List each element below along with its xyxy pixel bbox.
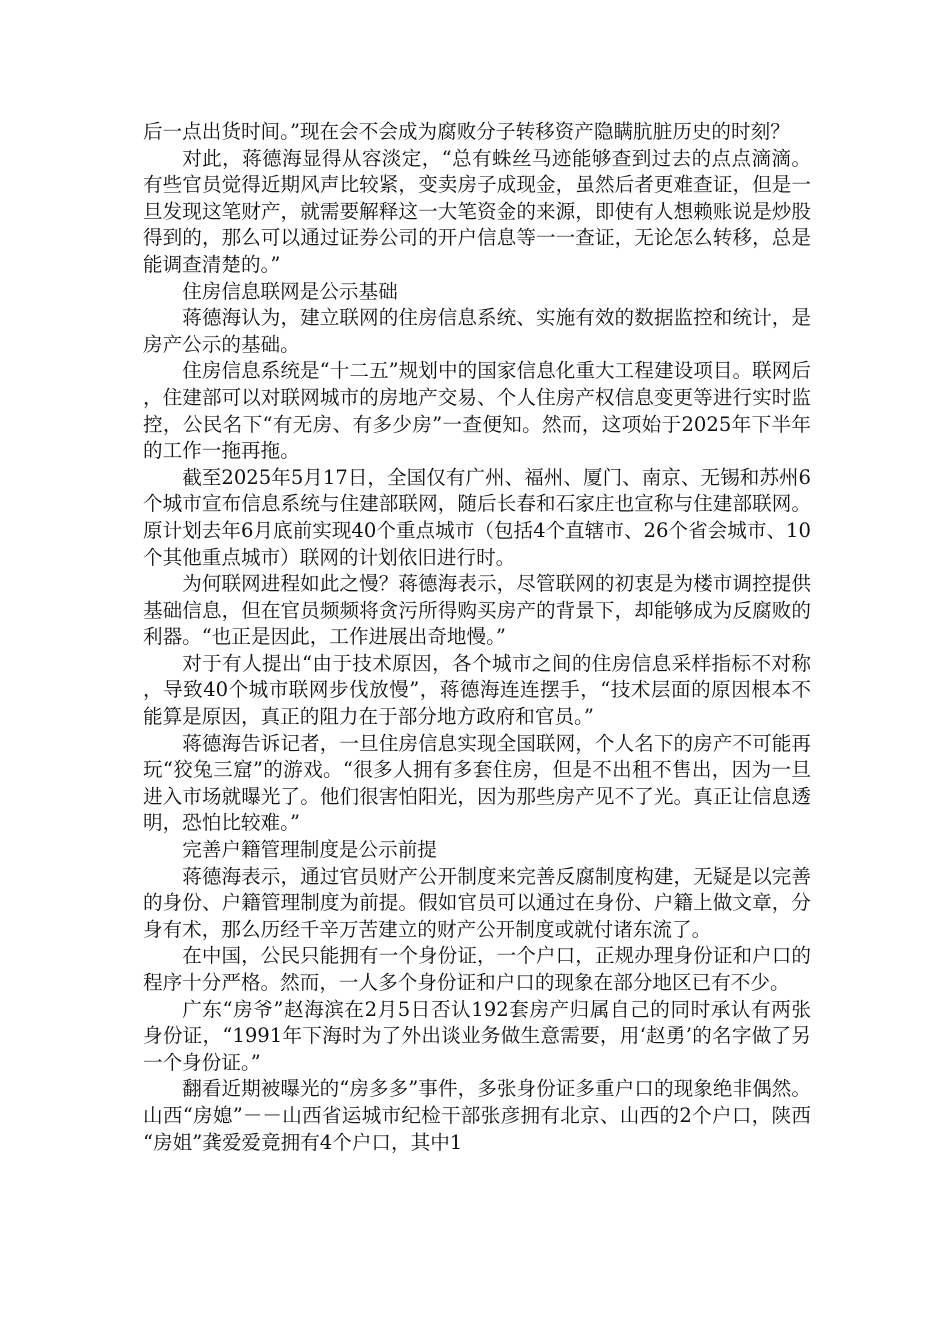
paragraph: 对于有人提出“由于技术原因，各个城市之间的住房信息采样指标不对称，导致40个城市联网步伐放慢”，蒋德海连连摆手，“技术层面的原因根本不能算是原因，真正的阻力在于部分地方政府和官员。” [143,651,811,729]
section-heading: 住房信息联网是公示基础 [182,279,398,303]
paragraph: 在中国，公民只能拥有一个身份证，一个户口，正规办理身份证和户口的程序十分严格。然而，一人多个身份证和户口的现象在部分地区已有不少。 [143,944,811,994]
paragraph: 截至2025年5月17日，全国仅有广州、福州、厦门、南京、无锡和苏州6个城市宣布信息系统与住建部联网，随后长春和石家庄也宣称与住建部联网。原计划去年6月底前实现40个重点城市（包括4个直辖市、26个省会城市、10个其他重点城市）联网的计划依旧进行时。 [143,465,811,569]
section-heading: 完善户籍管理制度是公示前提 [182,838,437,862]
paragraph: 蒋德海表示，通过官员财产公开制度来完善反腐制度构建，无疑是以完善的身份、户籍管理制度为前提。假如官员可以通过在身份、户籍上做文章，分身有术，那么历经千辛万苦建立的财产公开制度或就付诸东流了。 [143,864,811,941]
paragraph: 蒋德海告诉记者，一旦住房信息实现全国联网，个人名下的房产不可能再玩“狡兔三窟”的游戏。“很多人拥有多套住房，但是不出租不售出，因为一旦进入市场就曝光了。他们很害怕阳光，因为那些房产见不了光。真正让信息透明，恐怕比较难。” [143,731,811,835]
paragraph: 广东“房爷”赵海滨在2月5日否认192套房产归属自己的同时承认有两张身份证，“1991年下海时为了外出谈业务做生意需要，用‘赵勇’的名字做了另一个身份证。” [143,997,811,1074]
paragraph: 为何联网进程如此之慢？蒋德海表示，尽管联网的初衷是为楼市调控提供基础信息，但在官员频频将贪污所得购买房产的背景下，却能够成为反腐败的利器。“也正是因此，工作进展出奇地慢。” [143,572,811,649]
paragraph: 翻看近期被曝光的“房多多”事件，多张身份证多重户口的现象绝非偶然。山西“房媳”－－山西省运城市纪检干部张彦拥有北京、山西的2个户口，陕西“房姐”龚爱爱竟拥有4个户口，其中1 [143,1077,811,1154]
paragraph: 住房信息系统是“十二五”规划中的国家信息化重大工程建设项目。联网后，住建部可以对联网城市的房地产交易、个人住房产权信息变更等进行实时监控，公民名下“有无房、有多少房”一查便知。然而，这项始于2025年下半年的工作一拖再拖。 [143,359,811,463]
paragraph: 对此，蒋德海显得从容淡定，“总有蛛丝马迹能够查到过去的点点滴滴。有些官员觉得近期风声比较紧，变卖房子成现金，虽然后者更难查证，但是一旦发现这笔财产，就需要解释这一大笔资金的来源，即使有人想赖账说是炒股得到的，那么可以通过证券公司的开户信息等一一查证，无论怎么转移，总是能调查清楚的。” [143,146,811,276]
document-page [143,119,811,1156]
paragraph: 蒋德海认为，建立联网的住房信息系统、实施有效的数据监控和统计，是房产公示的基础。 [143,306,811,356]
paragraph-continuation: 后一点出货时间。”现在会不会成为腐败分子转移资产隐瞒肮脏历史的时刻？ [143,120,790,143]
